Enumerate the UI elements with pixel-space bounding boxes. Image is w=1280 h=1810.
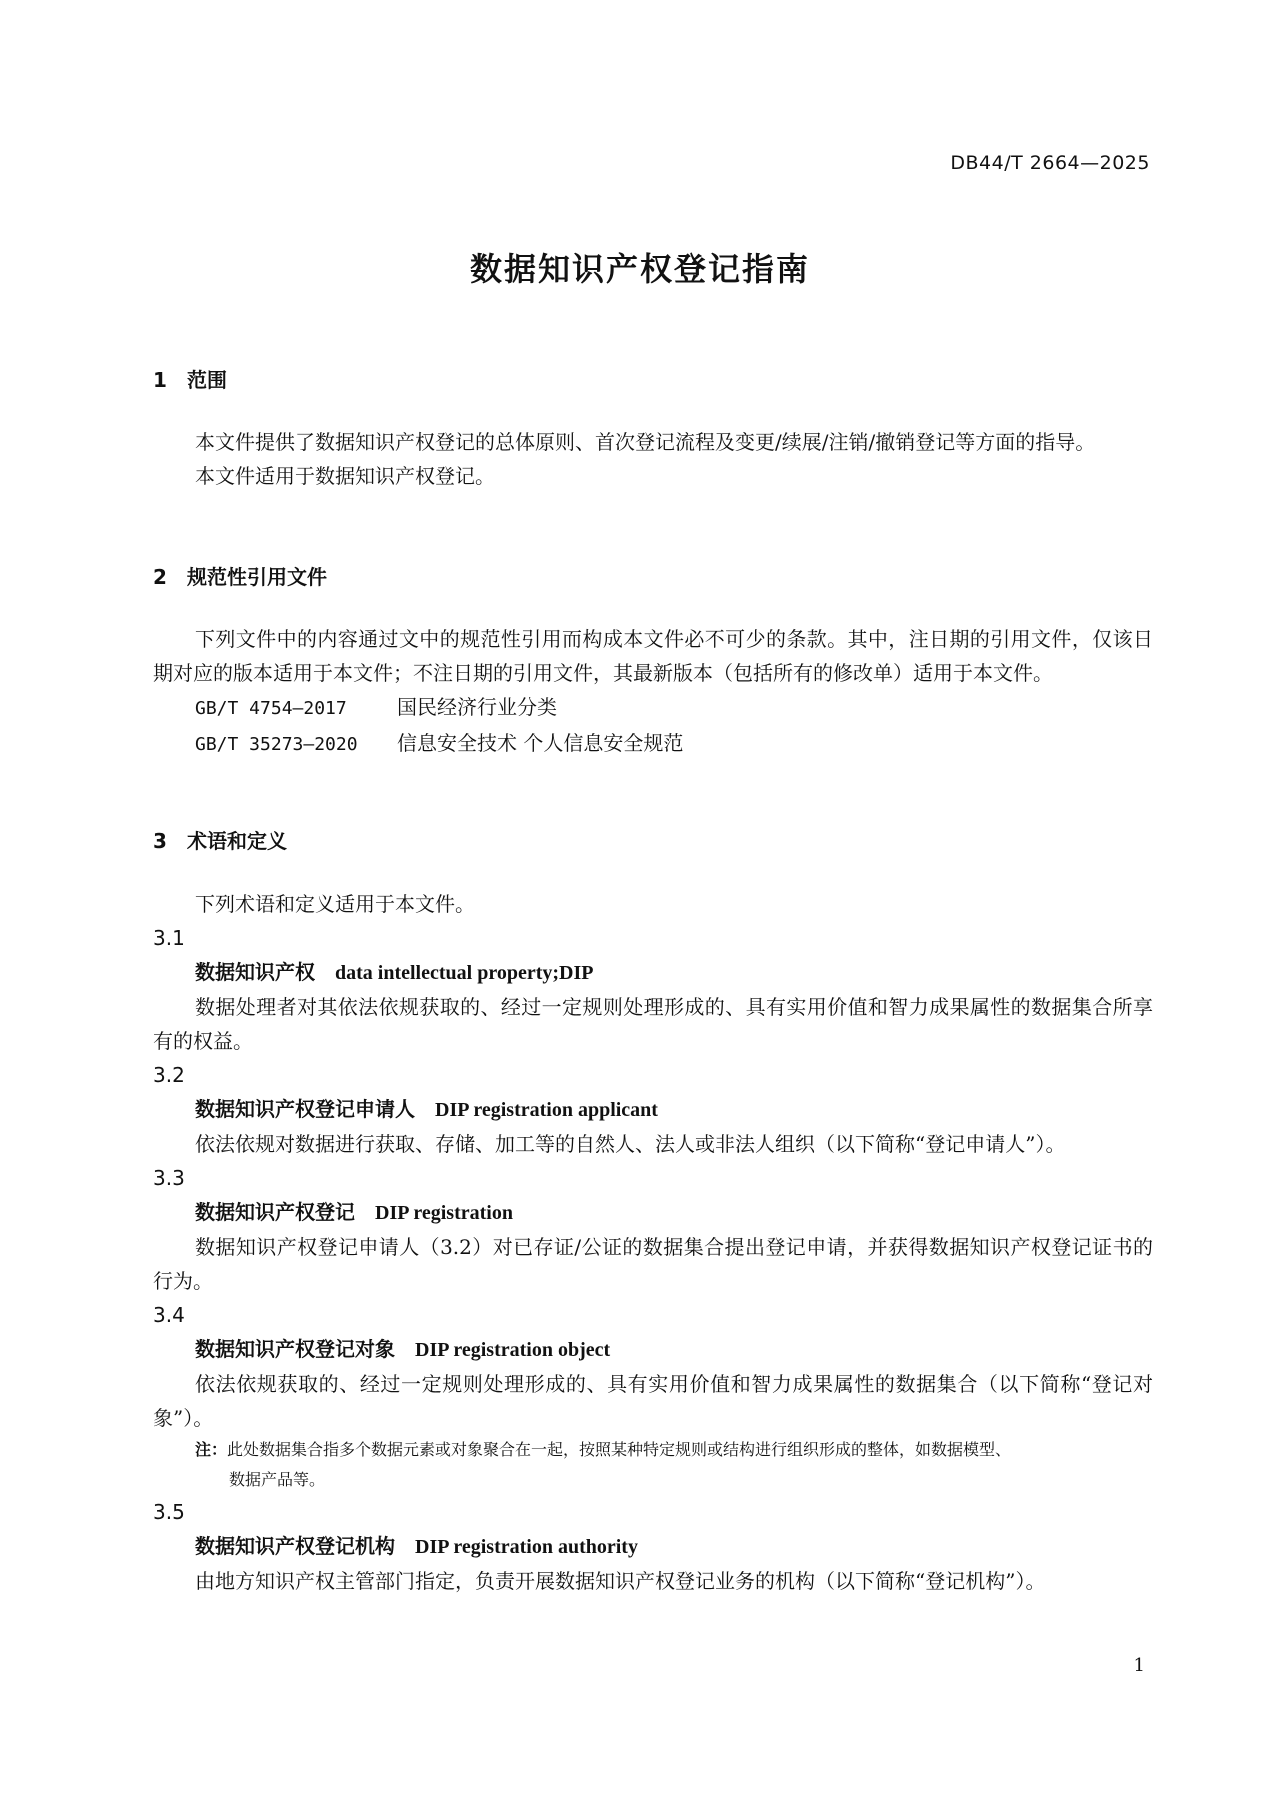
term-name — [153, 1195, 1153, 1230]
section-number: 1 — [153, 368, 167, 392]
term-name-en: data intellectual property;DIP — [335, 962, 594, 984]
term-name — [153, 955, 1153, 990]
section-heading — [153, 563, 1153, 591]
term-definition: 依法依规对数据进行获取、存储、加工等的自然人、法人或非法人组织（以下简称“登记申请人”）。 — [195, 1132, 1066, 1156]
section-terms — [153, 827, 1153, 855]
term-name-zh: 数据知识产权登记对象 — [195, 1337, 395, 1361]
paragraph: 本文件提供了数据知识产权登记的总体原则、首次登记流程及变更/续展/注销/撤销登记等方面的指导。 — [195, 430, 1096, 454]
term-number: 3.1 — [153, 926, 185, 950]
term-name-en: DIP registration authority — [415, 1536, 638, 1558]
note-text-continued: 数据产品等。 — [229, 1470, 326, 1489]
term-name-en: DIP registration — [375, 1202, 513, 1224]
section-title: 规范性引用文件 — [187, 565, 327, 589]
term-note — [153, 1435, 1153, 1495]
reference-name: 信息安全技术 个人信息安全规范 — [397, 731, 684, 755]
document-code: DB44/T 2664—2025 — [950, 152, 1150, 174]
term-definition: 数据知识产权登记申请人（3.2）对已存证/公证的数据集合提出登记申请，并获得数据知识产权登记证书的行为。 — [153, 1235, 1153, 1293]
note-text: 此处数据集合指多个数据元素或对象聚合在一起，按照某种特定规则或结构进行组织形成的整体，如数据模型、 — [227, 1440, 1012, 1459]
section-scope — [153, 366, 1153, 394]
paragraph: 下列术语和定义适用于本文件。 — [195, 892, 475, 916]
reference-code: GB/T 35273—2020 — [195, 734, 358, 755]
section-heading — [153, 827, 1153, 855]
term-name-zh: 数据知识产权 — [195, 960, 315, 984]
term-name-zh: 数据知识产权登记机构 — [195, 1534, 395, 1558]
reference-item — [153, 690, 1153, 726]
section-scope-body — [153, 425, 1153, 493]
paragraph: 本文件适用于数据知识产权登记。 — [195, 464, 495, 488]
section-heading — [153, 366, 1153, 394]
page-number: 1 — [1133, 1655, 1145, 1676]
reference-item — [153, 726, 1153, 762]
document-title: 数据知识产权登记指南 — [469, 250, 810, 288]
term-name-en: DIP registration object — [415, 1339, 611, 1361]
term-name-zh: 数据知识产权登记申请人 — [195, 1097, 415, 1121]
term-number: 3.5 — [153, 1500, 185, 1524]
section-normative-references-body — [153, 622, 1153, 762]
section-terms-body — [153, 887, 1153, 1598]
term-number: 3.2 — [153, 1063, 185, 1087]
term-definition: 依法依规获取的、经过一定规则处理形成的、具有实用价值和智力成果属性的数据集合（以下简称“登记对象”）。 — [153, 1372, 1153, 1430]
term-name — [153, 1529, 1153, 1564]
reference-name: 国民经济行业分类 — [397, 695, 557, 719]
section-number: 3 — [153, 829, 167, 853]
term-name — [153, 1332, 1153, 1367]
term-name-zh: 数据知识产权登记 — [195, 1200, 355, 1224]
term-name-en: DIP registration applicant — [435, 1099, 658, 1121]
term-number: 3.4 — [153, 1303, 185, 1327]
term-number: 3.3 — [153, 1166, 185, 1190]
term-name — [153, 1092, 1153, 1127]
section-normative-references — [153, 563, 1153, 591]
term-definition: 由地方知识产权主管部门指定，负责开展数据知识产权登记业务的机构（以下简称“登记机构”）。 — [195, 1569, 1046, 1593]
paragraph: 下列文件中的内容通过文中的规范性引用而构成本文件必不可少的条款。其中，注日期的引用文件，仅该日期对应的版本适用于本文件；不注日期的引用文件，其最新版本（包括所有的修改单）适用于本文件。 — [153, 627, 1153, 685]
section-number: 2 — [153, 565, 167, 589]
term-definition: 数据处理者对其依法依规获取的、经过一定规则处理形成的、具有实用价值和智力成果属性的数据集合所享有的权益。 — [153, 995, 1153, 1053]
reference-code: GB/T 4754—2017 — [195, 698, 347, 719]
section-title: 术语和定义 — [187, 829, 287, 853]
section-title: 范围 — [187, 368, 227, 392]
note-label: 注： — [195, 1440, 228, 1459]
